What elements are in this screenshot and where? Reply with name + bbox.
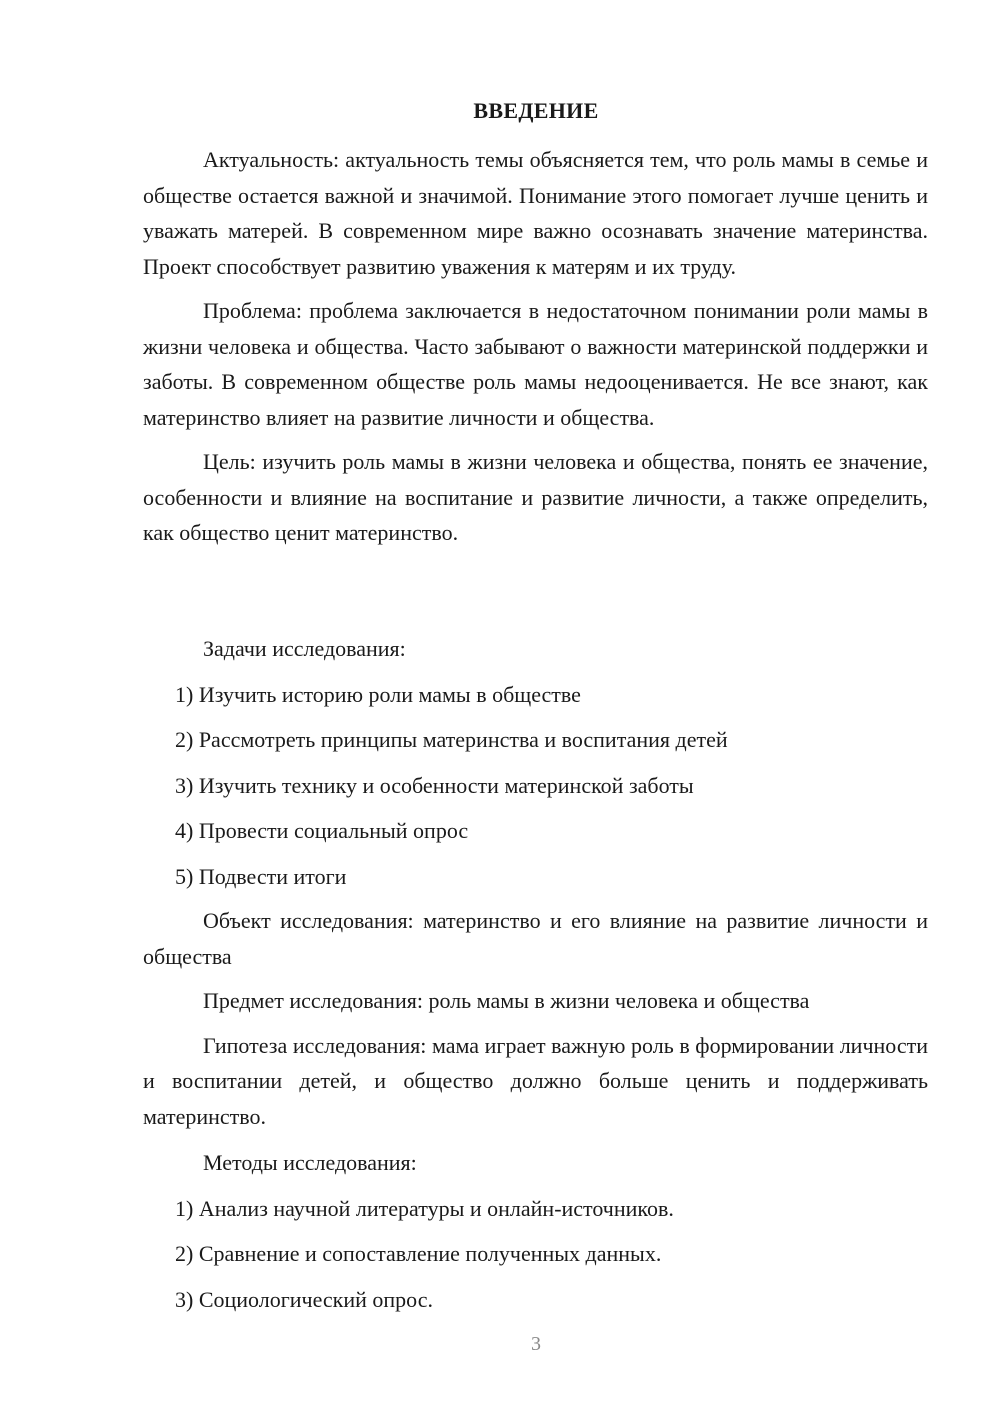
page-number: 3 [531, 1333, 541, 1355]
goal-paragraph: Цель: изучить роль мамы в жизни человека и общества, понять ее значение, особенности и влияние на воспитание и развитие личности, а также определить, как общество ценит материнство. [143, 449, 928, 545]
methods-heading: Методы исследования: [203, 1150, 417, 1175]
intro-block [143, 142, 928, 551]
task-item-4: 4) Провести социальный опрос [175, 818, 469, 843]
task-item-5: 5) Подвести итоги [175, 863, 347, 889]
tasks-heading: Задачи исследования: [203, 636, 406, 661]
problem-paragraph: Проблема: проблема заключается в недостаточном понимании роли мамы в жизни человека и общества. Часто забывают о важности материнской поддержки и заботы. В современном обществе роль мамы недооценивается. Не все знают, как материнство влияет на развитие личности и общества. [143, 298, 928, 430]
method-item-2: 2) Сравнение и сопоставление полученных данных. [175, 1241, 662, 1266]
research-block [143, 903, 928, 1134]
object-paragraph: Объект исследования: материнство и его влияние на развитие личности и общества [143, 908, 928, 969]
task-item-2: 2) Рассмотреть принципы материнства и воспитания детей [175, 727, 728, 752]
page-title: ВВЕДЕНИЕ [473, 98, 599, 123]
subject-paragraph: Предмет исследования: роль мамы в жизни человека и общества [203, 988, 810, 1013]
method-item-1: 1) Анализ научной литературы и онлайн-источников. [175, 1195, 674, 1221]
tasks-block [143, 631, 928, 894]
methods-block [143, 1145, 928, 1317]
relevance-paragraph: Актуальность: актуальность темы объясняется тем, что роль мамы в семье и обществе остается важной и значимой. Понимание этого помогает лучше ценить и уважать матерей. В современном мире важно осознавать значение материнства. Проект способствует развитию уважения к матерям и их труду. [143, 147, 928, 279]
hypothesis-paragraph: Гипотеза исследования: мама играет важную роль в формировании личности и воспитании детей, и общество должно больше ценить и поддерживать материнство. [143, 1032, 928, 1129]
task-item-1: 1) Изучить историю роли мамы в обществе [175, 681, 581, 707]
method-item-3: 3) Социологический опрос. [175, 1286, 433, 1312]
task-item-3: 3) Изучить технику и особенности материнской заботы [175, 772, 694, 798]
